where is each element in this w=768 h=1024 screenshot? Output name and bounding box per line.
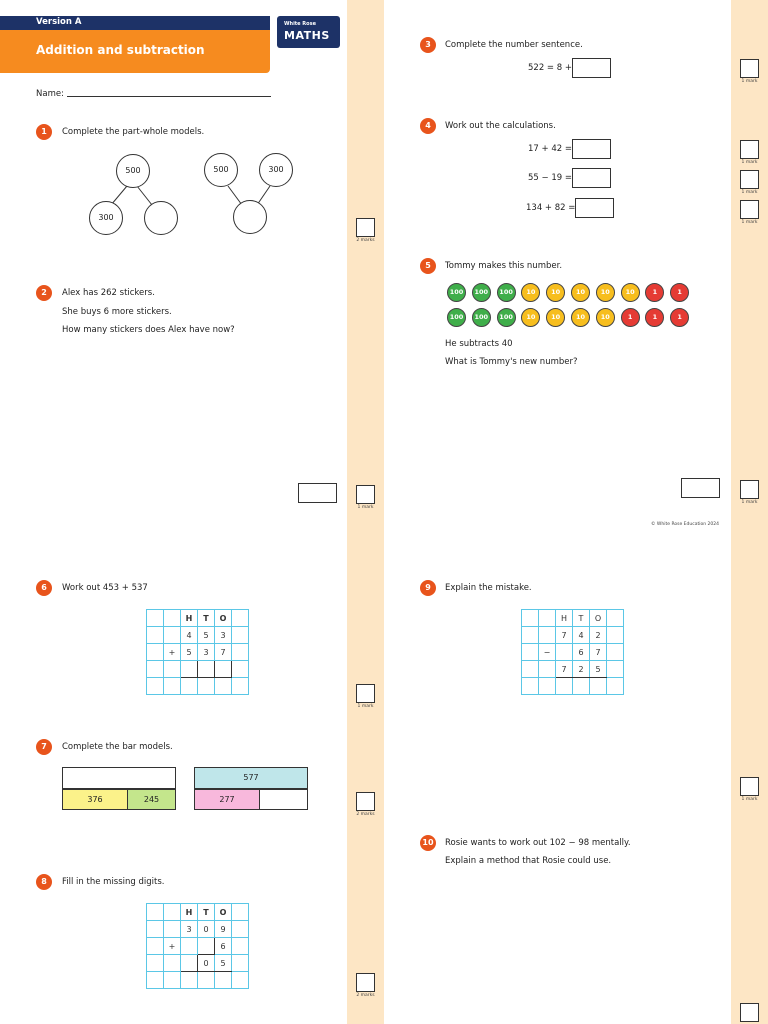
version-banner [0,16,270,30]
q4-calc-2: 55 − 19 = [528,173,572,183]
q3-sentence: 522 = 8 + [528,63,572,73]
bar-a-part-2: 245 [127,789,176,810]
q3-answer-box[interactable] [572,58,611,78]
grid-header-h: H [181,904,198,921]
q3-mark-box[interactable] [740,59,759,78]
counter-100: 100 [447,308,466,327]
answer-cell-t[interactable] [198,661,215,678]
grid-cell: 5 [181,644,198,661]
grid-operator: + [164,644,181,661]
q5-marks-label: 1 mark [741,500,758,505]
part-whole-b-whole[interactable] [233,200,267,234]
q4-answer-box-1[interactable] [572,139,611,159]
counter-1: 1 [621,308,640,327]
q4-marks-label-3: 1 mark [741,220,758,225]
question-number-4: 4 [420,118,436,134]
q8-text: Fill in the missing digits. [62,877,165,887]
question-number-2: 2 [36,285,52,301]
q10-mark-box[interactable] [740,1003,759,1022]
counter-100: 100 [472,308,491,327]
white-rose-logo [277,16,340,48]
q4-mark-box-2[interactable] [740,170,759,189]
counter-10: 10 [571,308,590,327]
name-label: Name: [36,89,64,99]
counter-1: 1 [670,283,689,302]
q4-mark-box-1[interactable] [740,140,759,159]
counter-100: 100 [497,283,516,302]
q5-mark-box[interactable] [740,480,759,499]
grid-cell: 7 [215,644,232,661]
q6-mark-box[interactable] [356,684,375,703]
q5-text: Tommy makes this number. [445,261,563,271]
q7-marks-label: 2 marks [356,812,375,817]
grid-cell: 0 [198,921,215,938]
counter-10: 10 [521,283,540,302]
grid-cell [556,644,573,661]
counter-10: 10 [546,283,565,302]
counter-100: 100 [472,283,491,302]
bar-b-part-1: 277 [194,789,260,810]
grid-header-t: T [198,904,215,921]
q10-line-1: Rosie wants to work out 102 − 98 mentally. [445,838,631,848]
grid-cell: 6 [215,938,232,955]
q8-mark-box[interactable] [356,973,375,992]
counter-10: 10 [596,283,615,302]
part-whole-a-whole: 500 [116,154,150,188]
q1-text: Complete the part-whole models. [62,127,205,137]
q3-text: Complete the number sentence. [445,40,583,50]
name-field[interactable] [67,96,271,97]
grid-cell: 2 [590,627,607,644]
version-label: Version A [36,17,82,27]
q4-calc-3: 134 + 82 = [526,203,576,213]
counter-10: 10 [596,308,615,327]
question-number-3: 3 [420,37,436,53]
question-number-10: 10 [420,835,436,851]
grid-cell: 3 [181,921,198,938]
q2-line-3: How many stickers does Alex have now? [62,325,235,335]
q4-mark-box-3[interactable] [740,200,759,219]
answer-cell-h[interactable] [181,661,198,678]
q2-mark-box[interactable] [356,485,375,504]
part-whole-b-part2: 300 [259,153,293,187]
bar-a-whole[interactable] [62,767,176,789]
grid-cell: 3 [215,627,232,644]
question-number-1: 1 [36,124,52,140]
grid-cell [181,938,198,955]
grid-header-t: T [573,610,590,627]
logo-bottom-text: MATHS [284,29,330,42]
q4-text: Work out the calculations. [445,121,556,131]
q9-column-grid [521,609,624,695]
bar-b-part-2[interactable] [259,789,308,810]
q2-answer-box[interactable] [298,483,337,503]
q4-answer-box-2[interactable] [572,168,611,188]
part-whole-b-part1: 500 [204,153,238,187]
q9-text: Explain the mistake. [445,583,532,593]
copyright-text: © White Rose Education 2024 [651,522,719,527]
grid-header-o: O [215,904,232,921]
q2-line-1: Alex has 262 stickers. [62,288,155,298]
grid-operator: + [164,938,181,955]
grid-cell: 9 [215,921,232,938]
q9-mark-box[interactable] [740,777,759,796]
q2-line-2: She buys 6 more stickers. [62,307,172,317]
counter-1: 1 [645,283,664,302]
part-whole-a-part2[interactable] [144,201,178,235]
q6-text: Work out 453 + 537 [62,583,148,593]
title-banner [0,30,270,73]
question-number-6: 6 [36,580,52,596]
counter-1: 1 [670,308,689,327]
q8-marks-label: 2 marks [356,993,375,998]
q3-marks-label: 1 mark [741,79,758,84]
grid-operator: − [539,644,556,661]
question-number-5: 5 [420,258,436,274]
bar-b-whole: 577 [194,767,308,789]
q1-mark-box[interactable] [356,218,375,237]
q10-line-2: Explain a method that Rosie could use. [445,856,612,866]
q9-marks-label: 1 mark [741,797,758,802]
counter-10: 10 [521,308,540,327]
counter-100: 100 [497,308,516,327]
q8-column-grid [146,903,249,989]
counter-1: 1 [645,308,664,327]
bar-a-part-1: 376 [62,789,128,810]
q2-marks-label: 1 mark [357,505,374,510]
missing-digit-box-1[interactable] [198,938,215,955]
part-whole-a-part1: 300 [89,201,123,235]
grid-cell: 5 [198,627,215,644]
counter-10: 10 [546,308,565,327]
missing-digit-box-2[interactable] [181,955,198,972]
grid-cell: 7 [556,627,573,644]
q4-marks-label-1: 1 mark [741,160,758,165]
q6-marks-label: 1 mark [357,704,374,709]
marks-column-left [347,0,384,1024]
q4-marks-label-2: 1 mark [741,190,758,195]
grid-cell: 0 [198,955,215,972]
q7-mark-box[interactable] [356,792,375,811]
q5-line-1: He subtracts 40 [445,339,513,349]
grid-header-o: O [590,610,607,627]
grid-header-t: T [198,610,215,627]
grid-header-o: O [215,610,232,627]
q6-column-grid [146,609,249,695]
grid-cell: 3 [198,644,215,661]
question-number-8: 8 [36,874,52,890]
grid-cell: 7 [556,661,573,678]
q4-answer-box-3[interactable] [575,198,614,218]
q1-marks-label: 2 marks [356,238,375,243]
grid-cell: 5 [215,955,232,972]
grid-header-h: H [181,610,198,627]
grid-cell: 4 [181,627,198,644]
q5-answer-box[interactable] [681,478,720,498]
question-number-9: 9 [420,580,436,596]
counter-10: 10 [621,283,640,302]
grid-cell: 4 [573,627,590,644]
logo-top-text: White Rose [284,21,316,27]
answer-cell-o[interactable] [215,661,232,678]
grid-cell: 7 [590,644,607,661]
q7-text: Complete the bar models. [62,742,173,752]
grid-cell: 6 [573,644,590,661]
grid-header-h: H [556,610,573,627]
grid-cell: 2 [573,661,590,678]
grid-cell: 5 [590,661,607,678]
q4-calc-1: 17 + 42 = [528,144,572,154]
counter-100: 100 [447,283,466,302]
q5-line-2: What is Tommy's new number? [445,357,578,367]
question-number-7: 7 [36,739,52,755]
counter-10: 10 [571,283,590,302]
page-title: Addition and subtraction [36,43,205,57]
